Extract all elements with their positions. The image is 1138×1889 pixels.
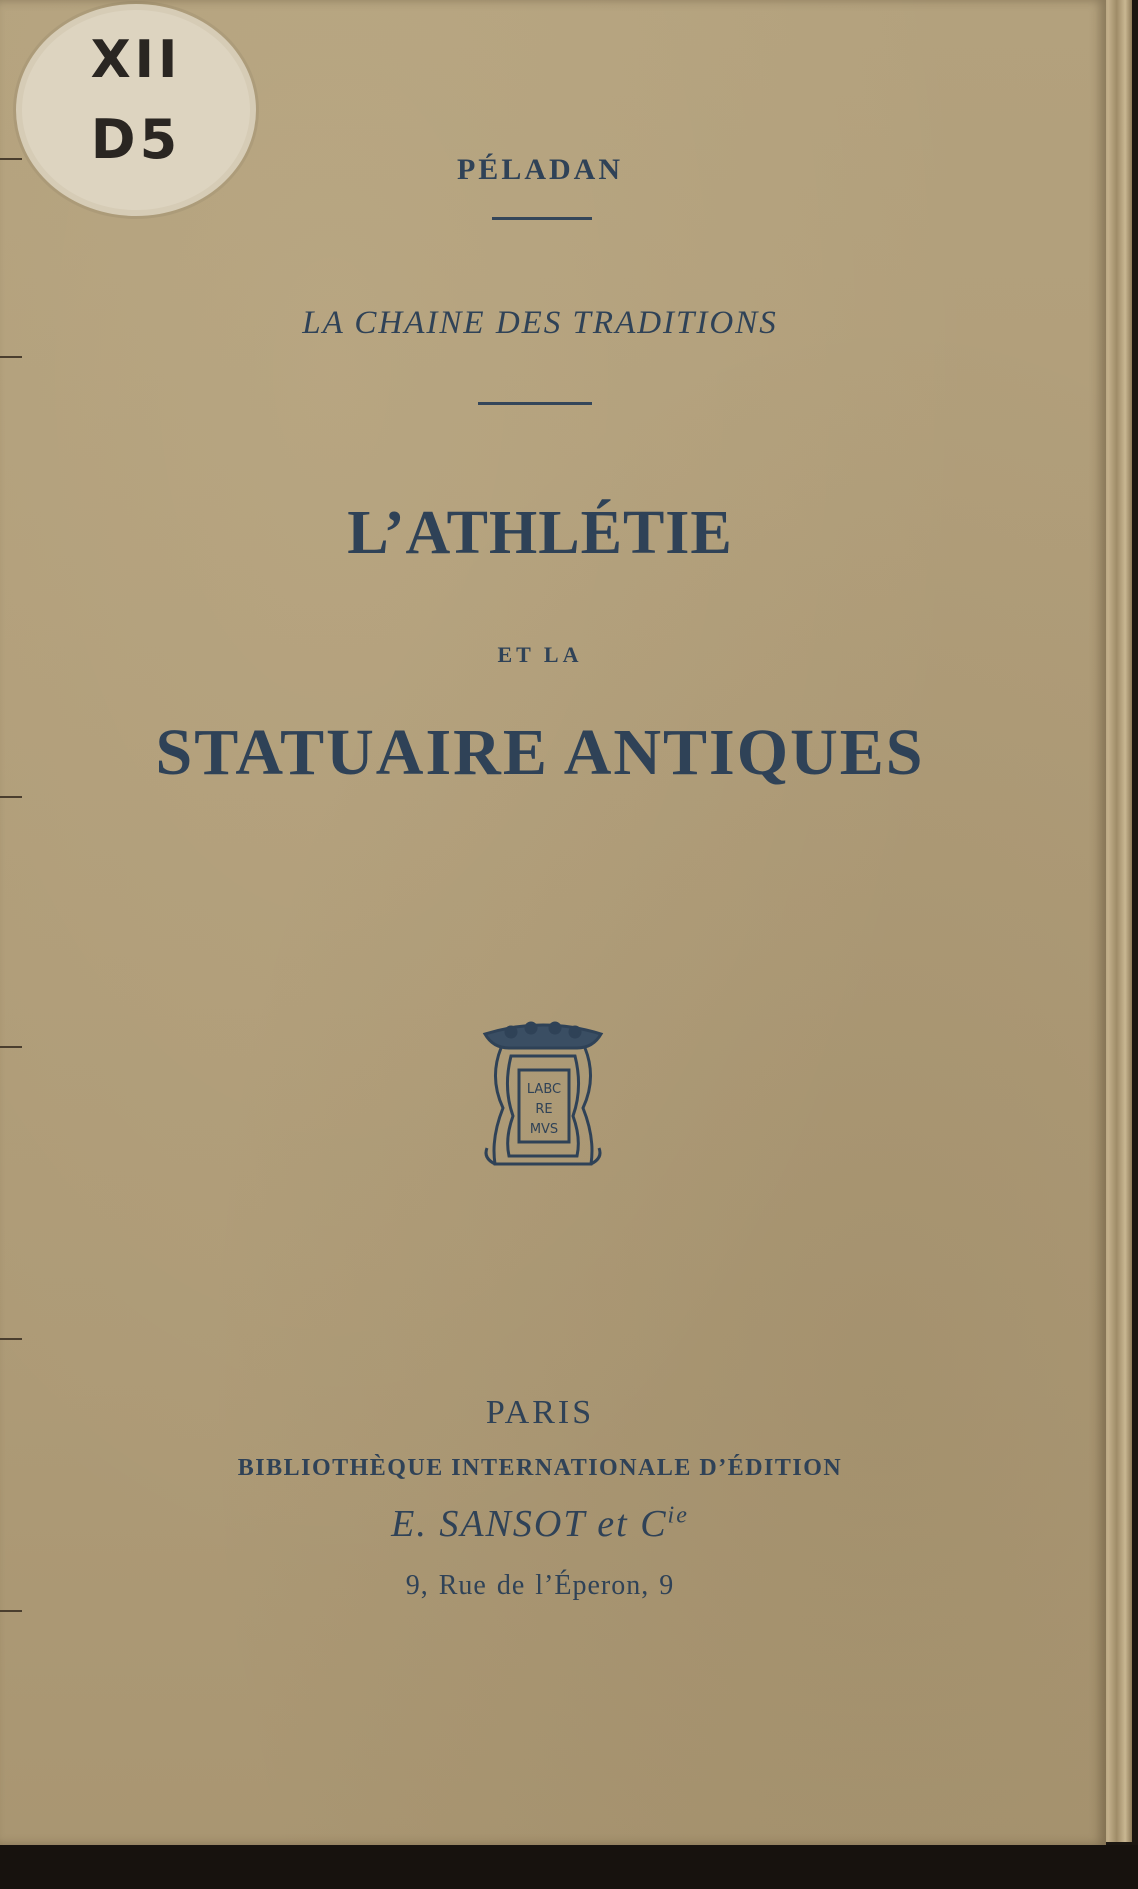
- imprint-house: BIBLIOTHÈQUE INTERNATIONALE D’ÉDITION: [237, 1455, 843, 1481]
- shelf-label-line2: D5: [90, 108, 182, 171]
- emblem-text-3: MVS: [529, 1122, 559, 1137]
- publisher-name: [0, 1502, 1080, 1546]
- edge-tick: [0, 1046, 22, 1048]
- edge-tick: [0, 796, 22, 798]
- divider-rule: [478, 402, 592, 405]
- book-title-line2: STATUAIRE ANTIQUES: [155, 716, 925, 789]
- edge-tick: [0, 1338, 22, 1340]
- emblem-text-2: RE: [535, 1102, 553, 1117]
- edge-tick: [0, 1610, 22, 1612]
- book-title-line1: L’ATHLÉTIE: [347, 499, 733, 567]
- emblem-text-1: LABC: [526, 1082, 562, 1097]
- edge-tick: [0, 356, 22, 358]
- publisher-name-main: E. SANSOT et C: [391, 1503, 668, 1545]
- imprint-city: PARIS: [485, 1394, 595, 1431]
- shelf-label-line1: XII: [90, 30, 182, 90]
- divider-rule: [492, 217, 592, 220]
- author-name: PÉLADAN: [456, 153, 623, 186]
- scan-background: [0, 1845, 1138, 1889]
- publisher-emblem-icon: [481, 1018, 605, 1168]
- book-title-conjunction: ET LA: [497, 642, 583, 667]
- publisher-name-suffix: ie: [667, 1502, 689, 1529]
- publisher-address: 9, Rue de l’Éperon, 9: [405, 1570, 675, 1601]
- series-title: LA CHAINE DES TRADITIONS: [302, 305, 778, 341]
